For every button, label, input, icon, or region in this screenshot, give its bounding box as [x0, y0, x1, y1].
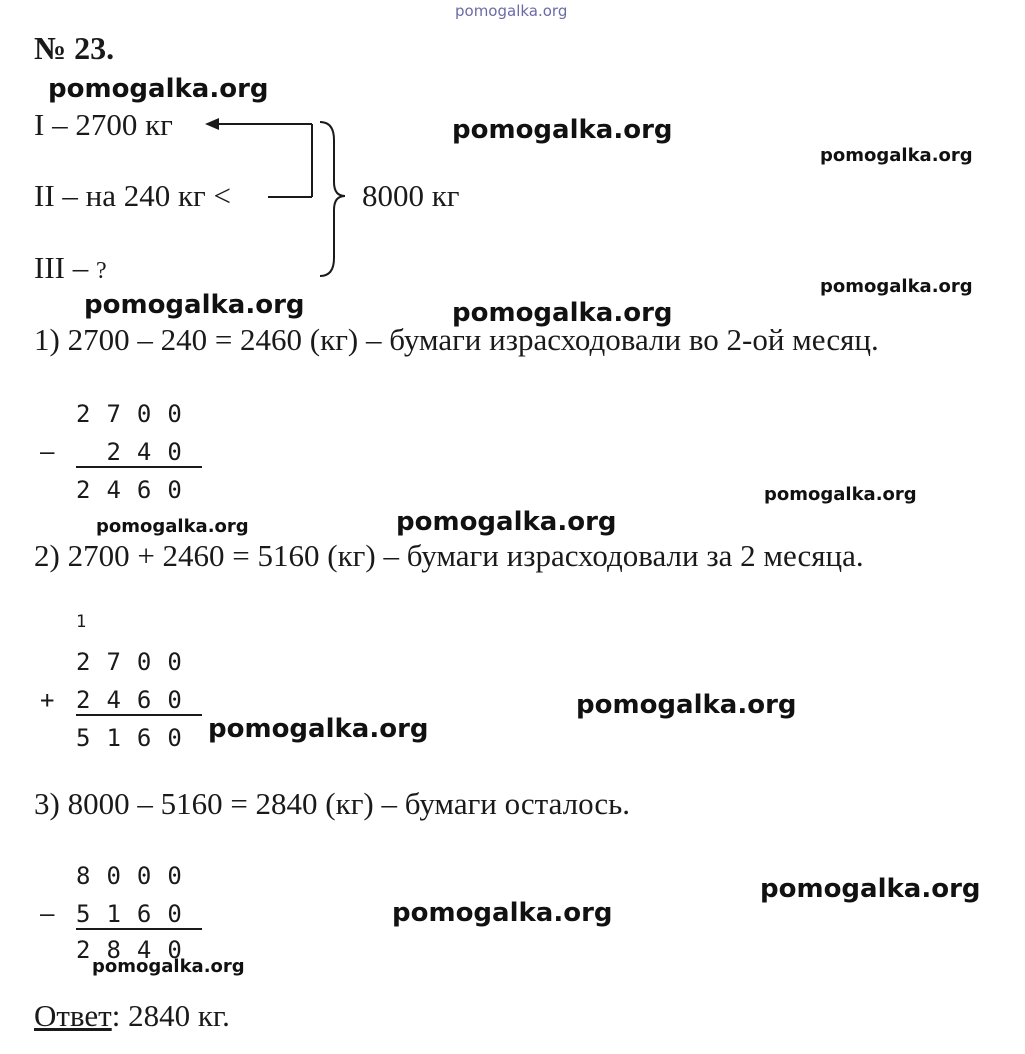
- step-2-operator: +: [40, 686, 55, 714]
- step-2-bottom: 2460: [76, 686, 198, 714]
- step-3-text: 3) 8000 – 5160 = 2840 (кг) – бумаги осталось.: [34, 786, 631, 821]
- given-row-1: I – 2700 кг: [34, 107, 173, 142]
- watermark: pomogalka.org: [452, 298, 673, 328]
- step-1-top: 2700: [76, 400, 198, 428]
- step-1-bottom: 240: [76, 438, 198, 466]
- given-total: 8000 кг: [362, 178, 460, 213]
- step-2-top: 2700: [76, 648, 198, 676]
- arrow-head-icon: [205, 118, 219, 130]
- answer-line: [34, 998, 230, 1034]
- step-3-bottom: 5160: [76, 900, 198, 928]
- step-2-text: 2) 2700 + 2460 = 5160 (кг) – бумаги израсходовали за 2 месяца.: [34, 538, 864, 573]
- step-3-divider: [76, 928, 202, 930]
- watermark: pomogalka.org: [48, 74, 269, 104]
- watermark: pomogalka.org: [452, 115, 673, 145]
- watermark: pomogalka.org: [396, 507, 617, 537]
- given-row-3-label: III –: [34, 250, 96, 285]
- answer-label: Ответ: [34, 998, 112, 1033]
- step-3-result: 2840: [76, 936, 198, 964]
- watermark: pomogalka.org: [92, 956, 245, 977]
- watermark: pomogalka.org: [576, 690, 797, 720]
- given-row-3-question: ?: [95, 258, 107, 284]
- watermark-top: pomogalka.org: [455, 2, 568, 20]
- watermark: pomogalka.org: [820, 276, 973, 297]
- step-1-operator: –: [40, 438, 55, 466]
- watermark: pomogalka.org: [96, 516, 249, 537]
- answer-value: : 2840 кг.: [111, 998, 230, 1033]
- watermark: pomogalka.org: [84, 290, 305, 320]
- step-1-result: 2460: [76, 476, 198, 504]
- given-row-2: II – на 240 кг <: [34, 178, 232, 213]
- watermark: pomogalka.org: [392, 898, 613, 928]
- step-2-divider: [76, 714, 202, 716]
- watermark: pomogalka.org: [208, 714, 429, 744]
- step-2-result: 5160: [76, 724, 198, 752]
- problem-title: № 23.: [34, 30, 115, 66]
- comparison-arrow: [214, 124, 312, 197]
- watermark: pomogalka.org: [764, 484, 917, 505]
- step-1-text: 1) 2700 – 240 = 2460 (кг) – бумаги израсходовали во 2-ой месяц.: [34, 322, 879, 357]
- curly-brace-icon: [320, 122, 345, 276]
- step-2-carry: 1: [76, 612, 103, 632]
- watermark: pomogalka.org: [760, 874, 981, 904]
- step-3-operator: –: [40, 900, 55, 928]
- step-3-top: 8000: [76, 862, 198, 890]
- step-1-divider: [76, 466, 202, 468]
- watermark: pomogalka.org: [820, 145, 973, 166]
